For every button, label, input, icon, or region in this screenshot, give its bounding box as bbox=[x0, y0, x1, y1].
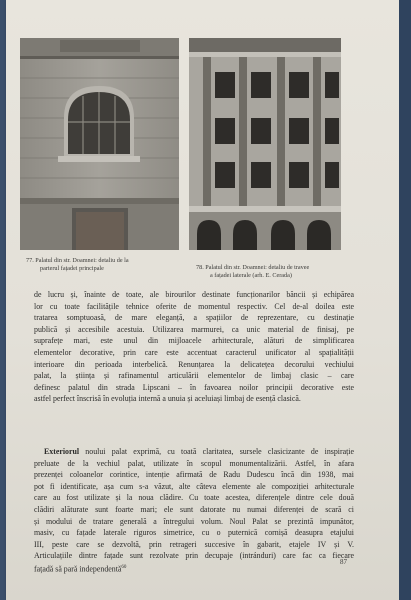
paragraph-line: clădiri alăturate sunt foarte mari; ele sunt datorate nu numai diferenței de scară ci bbox=[34, 504, 354, 514]
footnote-reference[interactable]: 60 bbox=[121, 564, 127, 570]
facade-arched-window-image bbox=[20, 38, 179, 250]
paragraph-line-text: fațadă să pară independentă bbox=[34, 564, 122, 574]
paragraph-line: interioare din perioada interbelică. Renunțarea la delicatețea decorului vechiului bbox=[34, 359, 354, 369]
paragraph-lead-word: Exteriorul bbox=[44, 447, 80, 456]
paragraph-line: palat, la știința și rafinamentul articulării elementelor de limbaj clasic – care bbox=[34, 371, 354, 381]
book-page bbox=[6, 0, 399, 600]
background-edge bbox=[399, 0, 411, 600]
paragraph-line: de lucru și, înainte de toate, ale birourilor destinate funcționarilor băncii și echipărea bbox=[34, 290, 354, 299]
paragraph-line bbox=[34, 562, 354, 575]
body-paragraph-interior bbox=[34, 289, 354, 405]
paragraph-line: suprafețe mari, este unul din mijloacele arhitecturale, alături de simplificarea bbox=[34, 336, 354, 346]
paragraph-line-text: noului palat exprimă, cu toată claritatea, sursele clasicizante de inspirație bbox=[79, 447, 354, 456]
paragraph-line: elementelor decorative, prin care este accentuat caracterul unificator al spațialității bbox=[34, 347, 354, 357]
paragraph-line: astfel perfect înscrisă în evoluția internă a unuia și aceluiași limbaj de esență clasică. bbox=[34, 394, 301, 404]
paragraph-line: lor cu toate facilitățile tehnice oferite de momentul respectiv. Cel de-al doilea este bbox=[34, 301, 354, 311]
paragraph-line: Articulațiile dintre fațade sunt rezolvate prin decupaje (intránduri) care fac ca fiecare bbox=[34, 551, 354, 561]
paragraph-line: prezenței coloanelor corintice, intenție afirmată de Radu Dudescu încă din 1938, mai bbox=[34, 470, 354, 480]
caption-78-line-1: 78. Palatul din str. Doamnei: detaliu de travee bbox=[196, 264, 310, 271]
body-paragraph-exterior bbox=[34, 446, 354, 575]
paragraph-line: pot fi identificate, așa cum s-a văzut, alte câteva elemente ale compoziției arhitecturale bbox=[34, 481, 354, 491]
paragraph-line: care au fost utilizate și la noua clădire. Cu toate acestea, diferențele dintre cele două bbox=[34, 493, 354, 503]
caption-78-line-2: a fațadei laterale (arh. E. Cerada) bbox=[210, 272, 292, 279]
paragraph-line: și modului de tratare generală a întregului volum. Noul Palat se prezintă impunător, bbox=[34, 516, 354, 526]
paragraph-line: masiv, cu fațade laterale riguros simetrice, cu o puternică cornișă deasupra etajului bbox=[34, 528, 354, 538]
paragraph-line: publică și accesibile acestuia. Utilizarea marmurei, ca unic material de finisaj, pe bbox=[34, 324, 354, 334]
photo-caption-77 bbox=[26, 257, 176, 273]
paragraph-line: III, peste care se dezvoltă, prin retrageri succesive în gabarit, etajele IV și V. bbox=[34, 539, 354, 549]
paragraph-line: tratarea somptuoasă, de mare eleganță, a spațiilor de reprezentare, cu destinație bbox=[34, 313, 354, 323]
caption-77-line-2: parterul fațadei principale bbox=[40, 265, 104, 272]
paragraph-line bbox=[34, 446, 354, 458]
paragraph-line: preluate de la vechiul palat, utilizate în scopul monumentalizării. Astfel, în afara bbox=[34, 458, 354, 468]
lateral-facade-image bbox=[189, 38, 341, 250]
lateral-facade-photo bbox=[189, 38, 341, 250]
page-number: 87 bbox=[340, 558, 347, 566]
facade-arched-window-photo bbox=[20, 38, 179, 250]
paragraph-line: definesc palatul din strada Lipscani – în favoarea noilor principii decorative este bbox=[34, 382, 354, 392]
caption-77-line-1: 77. Palatul din str. Doamnei: detaliu de la bbox=[26, 257, 129, 264]
photo-caption-78 bbox=[196, 264, 346, 280]
